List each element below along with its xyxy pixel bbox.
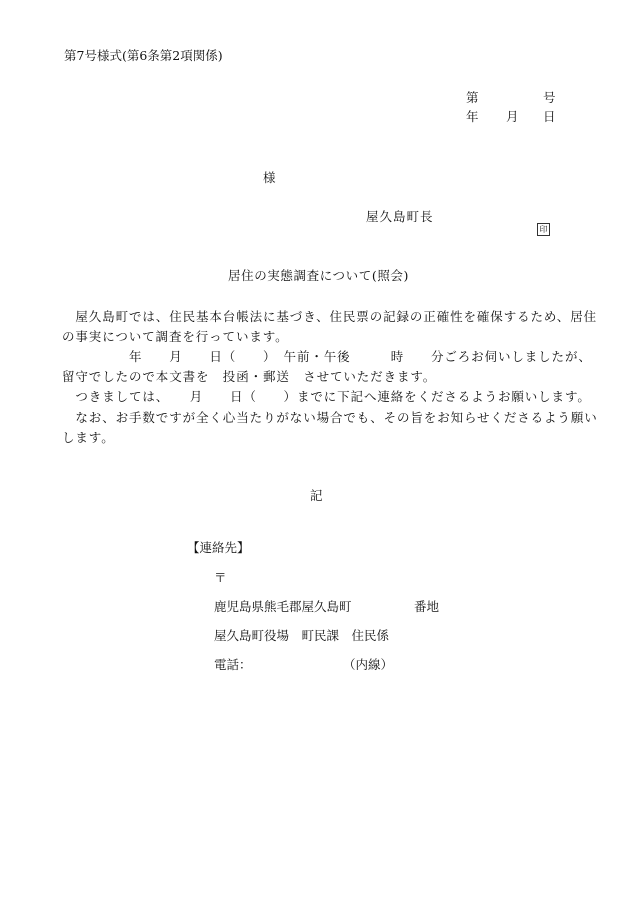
address-prefix: 鹿児島県熊毛郡屋久島町 [214, 599, 352, 614]
address-suffix: 番地 [414, 599, 440, 614]
postal-mark: 〒 [214, 570, 227, 585]
body-line: の事実について調査を行っています。 [62, 329, 289, 344]
phone-extension: （内線） [343, 657, 394, 672]
sender-seal-stamp [529, 210, 550, 236]
date-month-label: 月 [506, 109, 519, 124]
form-number: 第7号様式(第6条第2項関係) [64, 48, 223, 63]
contact-heading: 【連絡先】 [187, 540, 250, 555]
body-line: なお、お手数ですが全く心当たりがない場合でも、その旨をお知らせくださるよう願い [62, 410, 598, 425]
number-label-dai: 第 [466, 90, 479, 105]
seal-icon: 印 [537, 223, 550, 236]
body-line: つきましては、 月 日（ ）までに下記へ連絡をくださるようお願いします。 [62, 389, 591, 404]
ki-heading: 記 [310, 488, 323, 503]
body-line: 屋久島町では、住民基本台帳法に基づき、住民票の記録の正確性を確保するため、居住 [62, 309, 598, 324]
body-line: 年 月 日（ ） 午前・午後 時 分ごろお伺いしましたが、 [62, 349, 592, 364]
date-year-label: 年 [466, 109, 479, 124]
date-day-label: 日 [543, 109, 556, 124]
body-line: 留守でしたので本文書を 投函・郵送 させていただきます。 [62, 369, 437, 384]
phone-label: 電話： [214, 657, 252, 672]
number-label-go: 号 [543, 90, 556, 105]
subject-title: 居住の実態調査について(照会) [228, 268, 410, 283]
sender-title: 屋久島町長 [366, 209, 434, 224]
body-line: します。 [62, 430, 115, 445]
office-name: 屋久島町役場 町民課 住民係 [214, 628, 390, 643]
addressee-suffix: 様 [263, 170, 276, 185]
